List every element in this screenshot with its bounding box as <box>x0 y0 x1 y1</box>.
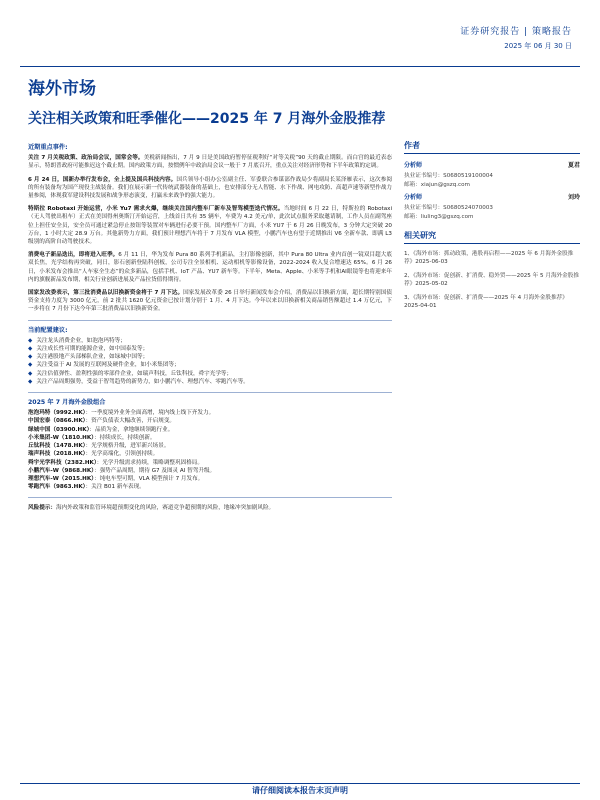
stock-list <box>28 409 392 491</box>
related-report-link[interactable]: 1、《海外市场：抓动政策，港股再启程——2025 年 6 月海外金股推荐》2025-06-03 <box>404 251 574 265</box>
stock-desc: 一季度境外业务全面高增，境内线上线下齐发力。 <box>91 410 215 417</box>
author-heading: 作者 <box>404 140 580 154</box>
advice-text: 关注港股地产头部梯队企业，如绿城中国等； <box>36 354 149 361</box>
stock-desc: 持续成长，持续创新。 <box>99 434 156 441</box>
analyst-cert: 执业证书编号：S0680519100004 <box>404 173 493 179</box>
stock-desc: 光学高端化，引领创持续。 <box>91 451 159 458</box>
related-report-link[interactable]: 2、《海外市场：促创新、扩消费、稳外贸——2025 年 5 月海外金股推荐》2025-05-02 <box>404 273 579 287</box>
analyst-card <box>404 160 580 188</box>
advice-item <box>28 361 392 369</box>
advice-item <box>28 337 392 345</box>
stock-item: 理想汽车-W（2015.HK）：纯电车型可期，VLA 模型预计 7 月发布。 <box>28 475 204 482</box>
stock-name: 瑞声科技（2018.HK） <box>28 451 86 458</box>
stock-item: 泡泡玛特（9992.HK）：一季度境外业务全面高增，境内线上线下齐发力。 <box>28 410 215 417</box>
bullet-icon: ◆ <box>28 370 33 377</box>
report-date: 2025 年 06 月 30 日 <box>504 42 572 50</box>
header-divider <box>20 66 580 67</box>
stock-name: 小鹏汽车-W（9868.HK） <box>28 467 94 474</box>
stock-name: 中国宏泰（0866.HK） <box>28 418 86 425</box>
risk-note <box>28 504 392 512</box>
event-paragraph-lead: 消费电子新品迭出，即将进入旺季。 <box>28 252 119 259</box>
bullet-icon: ◆ <box>28 378 33 385</box>
stock-name: 绿城中国（03900.HK） <box>28 426 90 433</box>
event-paragraph-lead: 国家发改委表示，第三批消费品以旧换新资金将于 7 月下达。 <box>28 290 184 297</box>
event-paragraph <box>28 251 392 284</box>
main-column <box>28 140 392 518</box>
recent-events-heading: 近期重点事件: <box>28 144 68 151</box>
advice-list <box>28 337 392 386</box>
analyst-role: 分析师 <box>404 194 423 201</box>
stock-item: 中国宏泰（0866.HK）：资产负债表大幅改善，开启规变。 <box>28 418 176 425</box>
report-header <box>460 24 572 51</box>
advice-text: 关注产品周期强势，受益于智驾趋势的新势力，如小鹏汽车、理想汽车、零跑汽车等。 <box>36 378 249 385</box>
stock-item: 丘钛科技（1478.HK）：光学规格升级，进军新兴场景。 <box>28 443 170 450</box>
stock-desc: 光学规格升级，进军新兴场景。 <box>91 443 170 450</box>
report-type: 证券研究报告 | 策略报告 <box>460 27 572 37</box>
event-paragraph <box>28 289 392 314</box>
event-paragraph <box>28 205 392 246</box>
event-paragraph-lead: 关注 7 月关税政策、政治局会议，国常会等。 <box>28 155 144 162</box>
stock-desc: 纯电车型可期，VLA 模型预计 7 月发布。 <box>99 475 204 482</box>
event-paragraph-lead: 6 月 24 日，国新办举行发布会，全上提及国兵科技内容。 <box>28 176 177 183</box>
event-paragraph <box>28 154 392 170</box>
advice-item <box>28 345 392 353</box>
stock-desc: 光学升级需求持续，策略调整巩固格局。 <box>102 459 203 466</box>
section-divider <box>28 497 392 498</box>
stock-item: 绿城中国（03900.HK）：品质为金，拿地继续领跑行业。 <box>28 426 174 433</box>
analyst-email[interactable]: 邮箱：xiajun@gszq.com <box>404 182 470 188</box>
advice-heading: 当前配置建议: <box>28 326 68 334</box>
related-report-link[interactable]: 3、《海外市场：促创新、扩消费——2025 年 4 月海外金股推荐》2025-04-01 <box>404 295 568 309</box>
event-paragraph-text: 当地时间 6 月 22 日，特斯拉的 Robotaxi（无人驾驶出租车）正式在美国得州奥斯汀开始运营，上线首日共有 35 辆车，车费为 4.2 美元/单，此次试点服务采取邀请制，工作人员在副驾座位上担任安全员，安全员可通过紧急停止按钮等装置对车辆进行必要干预。国内整车厂方面，小米 YU7 于 6 月 26 日晚发布，3 分钟大定突破 20 万台，1 小时大定 28.9 万台。其他新势力方面，我们预计理想汽车将于 7 月发布 VLA 模型，小鹏汽车也有望于近期推出 V6 全新车款、即满 L3 级别的高阶自动驾驶技术。 <box>28 206 393 246</box>
footer-disclaimer: 请仔细阅读本报告末页声明 <box>252 786 348 795</box>
event-paragraph-text: 6 月 11 日，华为发布 Pura 80 系列手机新品，主打影像创新，其中 Pura 80 Ultra 业内首创一镜双目超大底双长焦，光学结构再突破，同日，影石创新登陆科创板，公司专注全景相机、运动相机等影像设备，2022-2024 收入复合增速达 65%。6 月 26 日，小米发布会推出“人车家全生态”的众多新品，包括手机、IoT 产品、YU7 新车等。下半年，Meta、Apple、小米等手机和AI眼镜等也将迎来年内的旗舰新品发布期，相关行业创新进展及产品拉货值得期待。 <box>28 252 392 283</box>
bullet-icon: ◆ <box>28 354 33 361</box>
analyst-card <box>404 192 580 220</box>
bullet-icon: ◆ <box>28 362 33 369</box>
advice-text: 关注龙头消费企业，如泡泡玛特等； <box>36 337 126 344</box>
advice-text: 关注受益于 AI 发展的互联网及硬件企业，如小米集团等； <box>36 362 180 369</box>
event-paragraph <box>28 176 392 201</box>
analyst-name: 夏君 <box>567 162 580 169</box>
advice-item <box>28 370 392 378</box>
stock-name: 丘钛科技（1478.HK） <box>28 443 86 450</box>
related-list <box>404 250 580 310</box>
event-paragraph-text: 美税新闻指出，7 月 9 日是美国政府暂停征税利好“对等关税”90 天的截止期限。而白宫的最近表态显示，特朗普政府可能推迟这个截止期。国内政策方面，按惯例年中政治局会议一般于 7 月底召开，重点关注对经济形势和下半年政策的定调。 <box>28 155 392 170</box>
analyst-role: 分析师 <box>404 162 423 169</box>
advice-item <box>28 353 392 361</box>
bullet-icon: ◆ <box>28 337 33 344</box>
stock-item: 小鹏汽车-W（9868.HK）：强势产品周期，期待 G7 及图灵 AI 智驾升级。 <box>28 467 216 474</box>
stock-desc: 关注 B01 新车表现。 <box>91 484 145 491</box>
related-heading: 相关研究 <box>404 230 580 244</box>
stock-item: 零跑汽车（9863.HK）：关注 B01 新车表现。 <box>28 484 145 491</box>
stock-name: 泡泡玛特（9992.HK） <box>28 410 86 417</box>
analyst-cert: 执业证书编号：S0680524070003 <box>404 205 493 211</box>
footer <box>0 776 600 800</box>
stock-item: 瑞声科技（2018.HK）：光学高端化，引领创持续。 <box>28 451 159 458</box>
event-paragraph-lead: 特斯拉 Robotaxi 开始运营，小米 Yu7 需求火爆，继续关注国内整车厂新车及智驾模型迭代情况。 <box>28 206 284 213</box>
analyst-name: 刘玲 <box>567 194 580 201</box>
sidebar <box>404 140 580 316</box>
stock-item: 小米集团-W（1810.HK）：持续成长，持续创新。 <box>28 434 156 441</box>
stock-name: 零跑汽车（9863.HK） <box>28 484 86 491</box>
event-paragraph-text: 国家发展改革委 26 日举行新闻发布会介绍，消费品以旧换新方面，超长期特别国债资金支持力度为 3000 亿元，前 2 批共 1620 亿元资金已按计划分别于 1 月、4 月下达。今年以来以旧换新相关商品销售额超过 1.4 万亿元，下一步将在 7 月份下达今年第三批消费品以旧换新资金。 <box>28 290 392 313</box>
section-divider <box>28 320 392 321</box>
risk-text: 海内外政策和监管环境超预期变化的风险，赛道竞争超预期的风险，地缘冲突加剧风险。 <box>55 505 275 512</box>
stock-name: 理想汽车-W（2015.HK） <box>28 475 94 482</box>
analyst-email[interactable]: 邮箱：liuling3@gszq.com <box>404 214 474 220</box>
advice-text: 关注估值弹性、盈利性强的零部件企业，如瑞声科技，丘钛科技，舜宇光学等； <box>36 370 233 377</box>
stock-item: 舜宇光学科技（2382.HK）：光学升级需求持续，策略调整巩固格局。 <box>28 459 203 466</box>
section-market: 海外市场 <box>28 79 96 99</box>
stock-desc: 品质为金，拿地继续领跑行业。 <box>94 426 174 433</box>
advice-item <box>28 378 392 386</box>
stock-name: 舜宇光学科技（2382.HK） <box>28 459 97 466</box>
page-title: 关注相关政策和旺季催化——2025 年 7 月海外金股推荐 <box>28 111 386 127</box>
bullet-icon: ◆ <box>28 346 33 353</box>
section-divider <box>28 392 392 393</box>
stocks-heading: 2025 年 7 月海外金股组合 <box>28 399 106 407</box>
footer-divider <box>20 783 580 784</box>
stock-desc: 资产负债表大幅改善，开启规变。 <box>91 418 176 425</box>
advice-text: 关注成长性可期的能源企业，如中国泰发等； <box>36 346 149 353</box>
stock-desc: 强势产品周期，期待 G7 及图灵 AI 智驾升级。 <box>99 467 216 474</box>
stock-name: 小米集团-W（1810.HK） <box>28 434 94 441</box>
risk-label: 风险提示： <box>28 505 56 512</box>
event-paragraph-text: 国兵领导小组办公室副主任、军委联合参谋部作战局少将副局长某泽雁表示，这次参阅的所有装备均为国产现役主战装备。我们在展示新一代传统武器装备的基础上，也安排部分无人智能、水下作战、网电攻防、高超声速等新型作战力量参阅，体现我军建设科技发展和战争形态演变，打赢未来战争的强大能力。 <box>28 176 392 200</box>
